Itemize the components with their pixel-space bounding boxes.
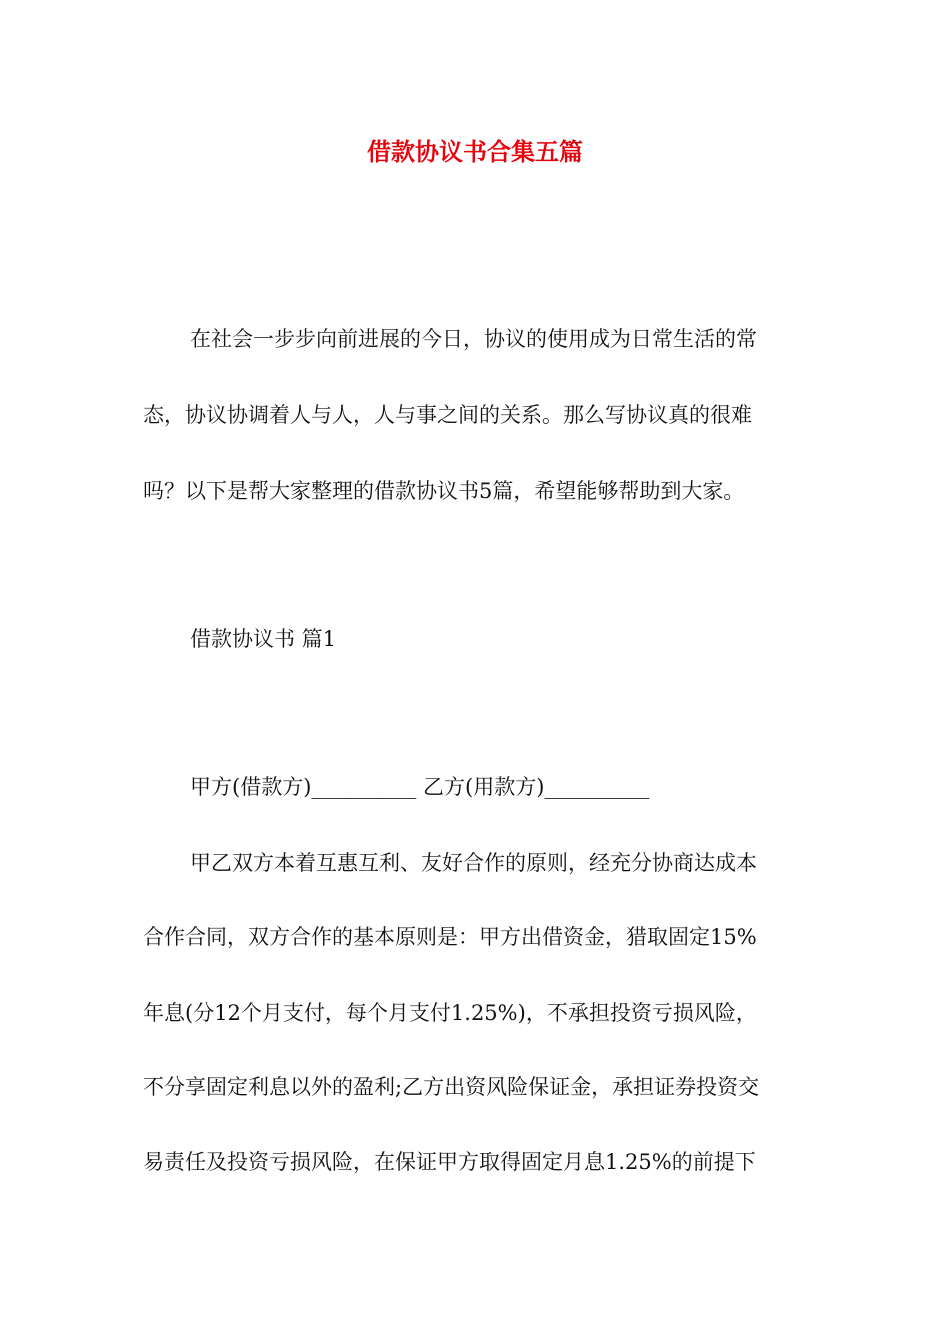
body-line-2: 合作合同，双方合作的基本原则是：甲方出借资金，猎取固定15%	[143, 925, 757, 949]
intro-line-1: 在社会一步步向前进展的今日，协议的使用成为日常生活的常	[190, 327, 757, 351]
parties-line: 甲方(借款方)__________ 乙方(用款方)__________	[190, 775, 650, 799]
intro-line-3: 吗？以下是帮大家整理的借款协议书5篇，希望能够帮助到大家。	[143, 479, 745, 503]
section-heading: 借款协议书 篇1	[190, 627, 337, 651]
body-line-1: 甲乙双方本着互惠互利、友好合作的原则，经充分协商达成本	[190, 851, 757, 875]
body-line-4: 不分享固定利息以外的盈利;乙方出资风险保证金，承担证券投资交	[143, 1075, 760, 1099]
intro-line-2: 态，协议协调着人与人，人与事之间的关系。那么写协议真的很难	[143, 403, 752, 427]
body-line-5: 易责任及投资亏损风险，在保证甲方取得固定月息1.25%的前提下	[143, 1150, 756, 1174]
document-title: 借款协议书合集五篇	[367, 137, 583, 166]
body-line-3: 年息(分12个月支付，每个月支付1.25%)，不承担投资亏损风险，	[143, 1001, 757, 1025]
